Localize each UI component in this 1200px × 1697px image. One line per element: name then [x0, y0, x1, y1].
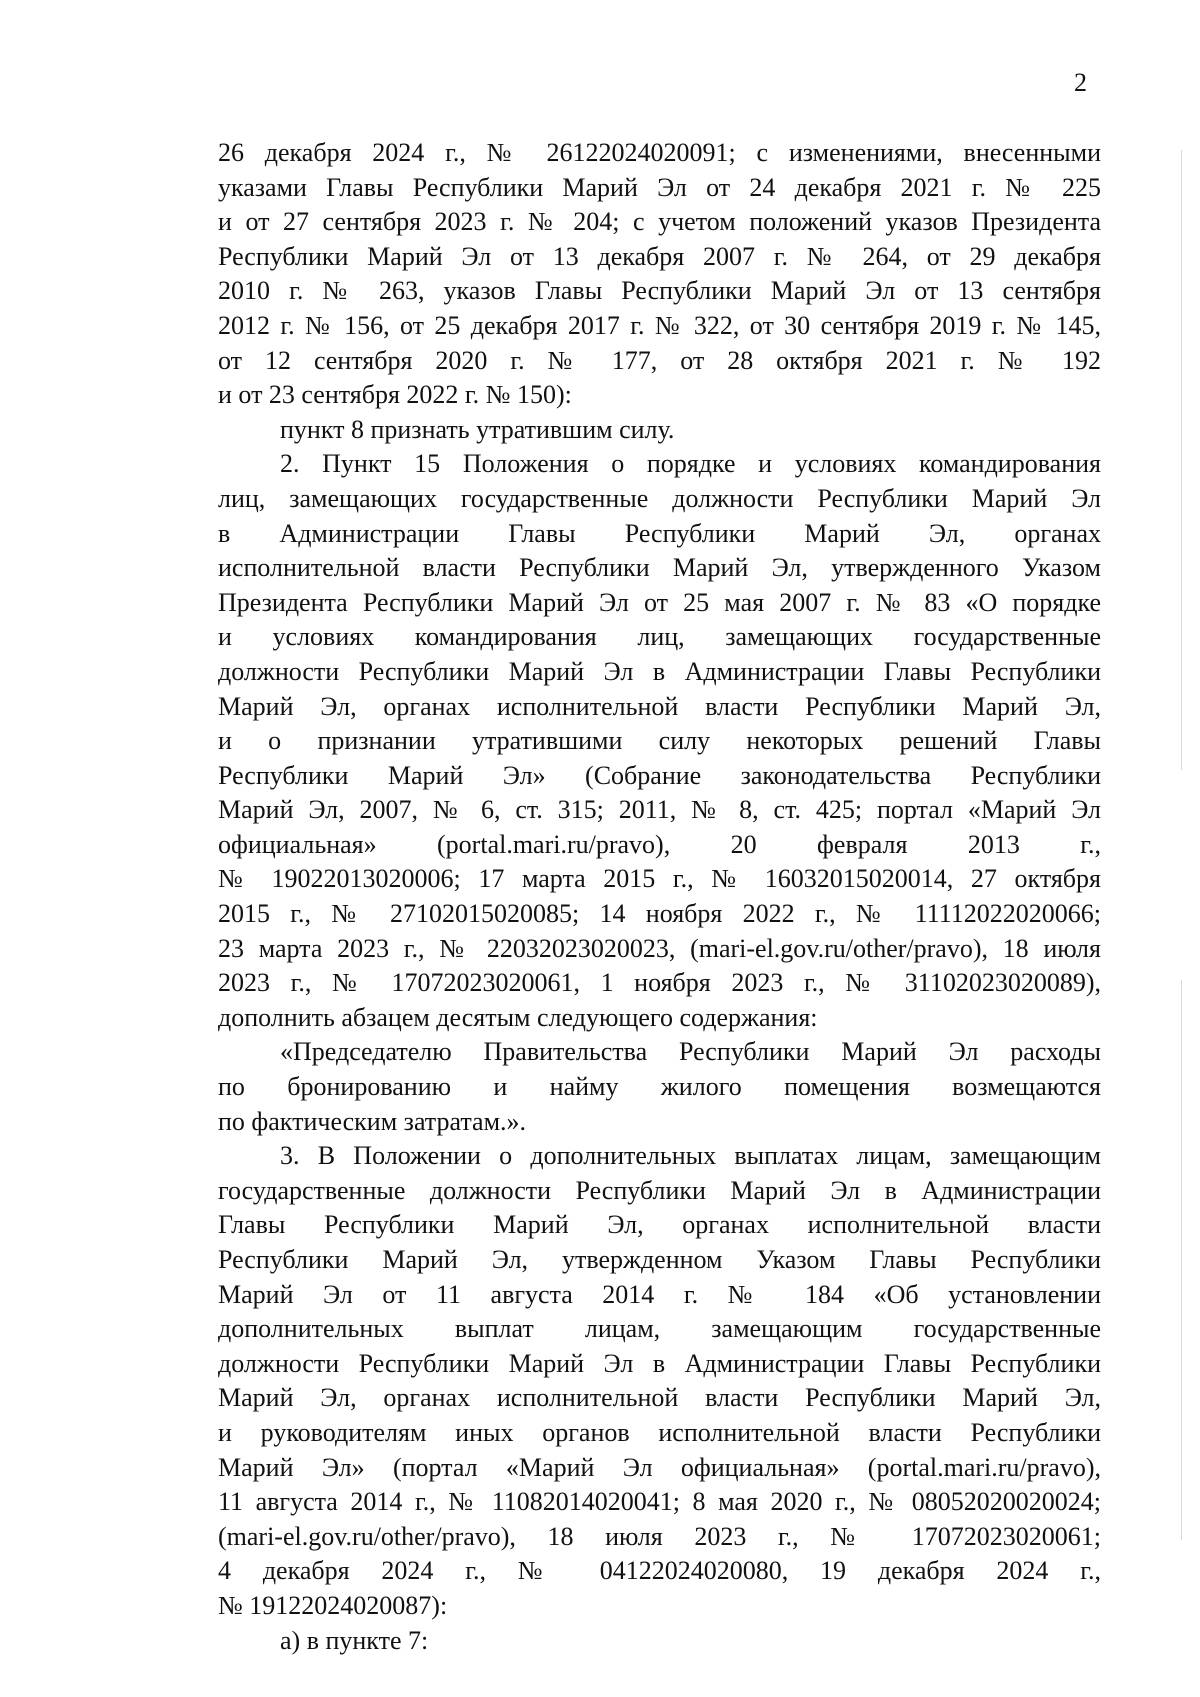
text-line: (mari-el.gov.ru/other/pravo), 18 июля 2023 г., № 17072023020061;: [218, 1521, 1101, 1551]
text-line: и от 27 сентября 2023 г. № 204; с учетом положений указов Президента: [218, 207, 1101, 237]
scan-edge-mark: [1181, 150, 1182, 770]
text-line: 2. Пункт 15 Положения о порядке и условиях командирования: [280, 449, 1101, 479]
text-line: исполнительной власти Республики Марий Эл, утвержденного Указом: [218, 553, 1101, 583]
text-line: Марий Эл, органах исполнительной власти Республики Марий Эл,: [218, 691, 1101, 721]
text-line: должности Республики Марий Эл в Администрации Главы Республики: [218, 656, 1101, 686]
document-body: [218, 136, 1101, 1658]
text-line: и от 23 сентября 2022 г. № 150):: [218, 380, 572, 410]
text-line: Марий Эл, органах исполнительной власти Республики Марий Эл,: [218, 1383, 1101, 1413]
text-line: государственные должности Республики Марий Эл в Администрации: [218, 1175, 1101, 1205]
text-line: Главы Республики Марий Эл, органах исполнительной власти: [218, 1210, 1101, 1240]
text-line: Республики Марий Эл от 13 декабря 2007 г. № 264, от 29 декабря: [218, 241, 1101, 271]
scan-edge-mark: [1181, 980, 1182, 1540]
text-line: 2015 г., № 27102015020085; 14 ноября 2022 г., № 11112022020066;: [218, 899, 1101, 929]
text-line: 3. В Положении о дополнительных выплатах лицам, замещающим: [280, 1141, 1101, 1171]
text-line: официальная» (portal.mari.ru/pravo), 20 февраля 2013 г.,: [218, 829, 1101, 859]
page-number: 2: [1074, 68, 1087, 97]
text-line: № 19122024020087):: [218, 1590, 448, 1620]
text-line: пункт 8 признать утратившим силу.: [280, 414, 675, 444]
text-line: и условиях командирования лиц, замещающих государственные: [218, 622, 1101, 652]
text-line: 23 марта 2023 г., № 22032023020023, (mari-el.gov.ru/other/pravo), 18 июля: [218, 933, 1101, 963]
text-line: 2010 г. № 263, указов Главы Республики Марий Эл от 13 сентября: [218, 276, 1101, 306]
text-line: Марий Эл, 2007, № 6, ст. 315; 2011, № 8, ст. 425; портал «Марий Эл: [218, 795, 1101, 825]
text-line: 11 августа 2014 г., № 11082014020041; 8 мая 2020 г., № 08052020020024;: [218, 1487, 1101, 1517]
text-line: дополнительных выплат лицам, замещающим государственные: [218, 1314, 1101, 1344]
text-line: «Председателю Правительства Республики Марий Эл расходы: [280, 1037, 1101, 1067]
text-line: дополнить абзацем десятым следующего содержания:: [218, 1002, 818, 1032]
text-line: 4 декабря 2024 г., № 04122024020080, 19 декабря 2024 г.,: [218, 1556, 1101, 1586]
text-line: Президента Республики Марий Эл от 25 мая 2007 г. № 83 «О порядке: [218, 587, 1101, 617]
text-line: должности Республики Марий Эл в Администрации Главы Республики: [218, 1348, 1101, 1378]
text-line: № 19022013020006; 17 марта 2015 г., № 16032015020014, 27 октября: [218, 864, 1101, 894]
text-line: 2023 г., № 17072023020061, 1 ноября 2023 г., № 31102023020089),: [218, 968, 1101, 998]
text-line: а) в пункте 7:: [280, 1625, 429, 1655]
text-line: Республики Марий Эл» (Собрание законодательства Республики: [218, 760, 1101, 790]
text-line: от 12 сентября 2020 г. № 177, от 28 октября 2021 г. № 192: [218, 345, 1101, 375]
text-line: и руководителям иных органов исполнительной власти Республики: [218, 1417, 1101, 1447]
text-line: 26 декабря 2024 г., № 26122024020091; с изменениями, внесенными: [218, 138, 1101, 167]
text-line: 2012 г. № 156, от 25 декабря 2017 г. № 322, от 30 сентября 2019 г. № 145,: [218, 310, 1101, 340]
text-line: Марий Эл от 11 августа 2014 г. № 184 «Об установлении: [218, 1279, 1101, 1309]
text-line: по бронированию и найму жилого помещения возмещаются: [218, 1072, 1101, 1102]
text-line: лиц, замещающих государственные должности Республики Марий Эл: [218, 483, 1101, 513]
text-line: Марий Эл» (портал «Марий Эл официальная» (portal.mari.ru/pravo),: [218, 1452, 1101, 1482]
text-line: по фактическим затратам.».: [218, 1106, 527, 1136]
text-line: указами Главы Республики Марий Эл от 24 декабря 2021 г. № 225: [218, 172, 1101, 202]
text-line: Республики Марий Эл, утвержденном Указом Главы Республики: [218, 1245, 1101, 1274]
text-line: и о признании утратившими силу некоторых решений Главы: [218, 726, 1101, 756]
text-line: в Администрации Главы Республики Марий Эл, органах: [218, 518, 1101, 548]
